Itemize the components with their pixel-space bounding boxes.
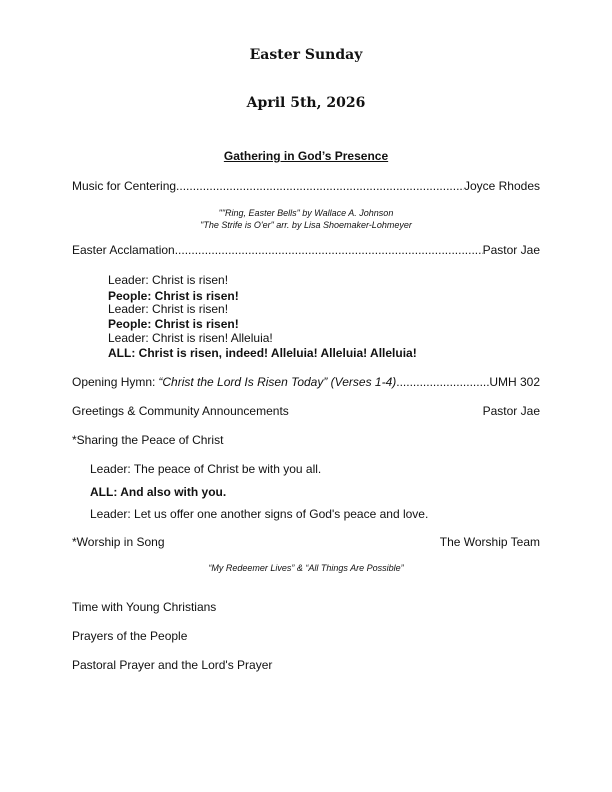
page-title: Easter Sunday [249,47,363,63]
acclamation-line: Leader: Christ is risen! [108,302,229,316]
acclamation-person: Pastor Jae [482,243,540,257]
section-heading: Gathering in God’s Presence [223,149,389,163]
acclamation-row [72,243,540,257]
worship-song-label: *Worship in Song [72,535,165,549]
acclamation-line: Leader: Christ is risen! Alleluia! [108,331,273,345]
worship-song-person: The Worship Team [439,535,540,549]
opening-hymn-ref: UMH 302 [489,375,540,389]
peace-label: *Sharing the Peace of Christ [72,433,224,447]
greetings-person: Pastor Jae [482,404,540,418]
acclamation-line: People: Christ is risen! [108,289,239,303]
dot-leader [175,243,483,257]
music-centering-label: Music for Centering [72,179,177,193]
dot-leader [396,375,489,389]
young-christians-label: Time with Young Christians [72,600,217,614]
greetings-label: Greetings & Community Announcements [72,404,289,418]
peace-line: Leader: Let us offer one another signs of God's peace and love. [90,507,429,521]
music-centering-row [72,179,540,193]
service-date: April 5th, 2026 [246,95,366,111]
dot-leader [176,179,464,193]
acclamation-line: People: Christ is risen! [108,317,239,331]
opening-hymn-prefix: Opening Hymn: [72,375,156,389]
pastoral-prayer-label: Pastoral Prayer and the Lord's Prayer [72,658,273,672]
greetings-row [72,404,540,418]
peace-line: Leader: The peace of Christ be with you all. [90,462,322,476]
opening-hymn-row [72,375,540,389]
prayers-people-label: Prayers of the People [72,629,188,643]
acclamation-label: Easter Acclamation [72,243,175,257]
music-note-1: ""Ring, Easter Bells" by Wallace A. Johnson [218,208,394,218]
opening-hymn-title: “Christ the Lord Is Risen Today” (Verses 1-4) [158,375,397,389]
music-centering-person: Joyce Rhodes [463,179,540,193]
acclamation-line: ALL: Christ is risen, indeed! Alleluia! Alleluia! Alleluia! [108,346,417,360]
worship-song-row [72,535,540,549]
acclamation-line: Leader: Christ is risen! [108,273,229,287]
music-note-2: "The Strife is O'er" arr. by Lisa Shoemaker-Lohmeyer [200,220,412,230]
worship-song-note: “My Redeemer Lives” & “All Things Are Possible” [208,563,404,573]
peace-line: ALL: And also with you. [90,485,227,499]
